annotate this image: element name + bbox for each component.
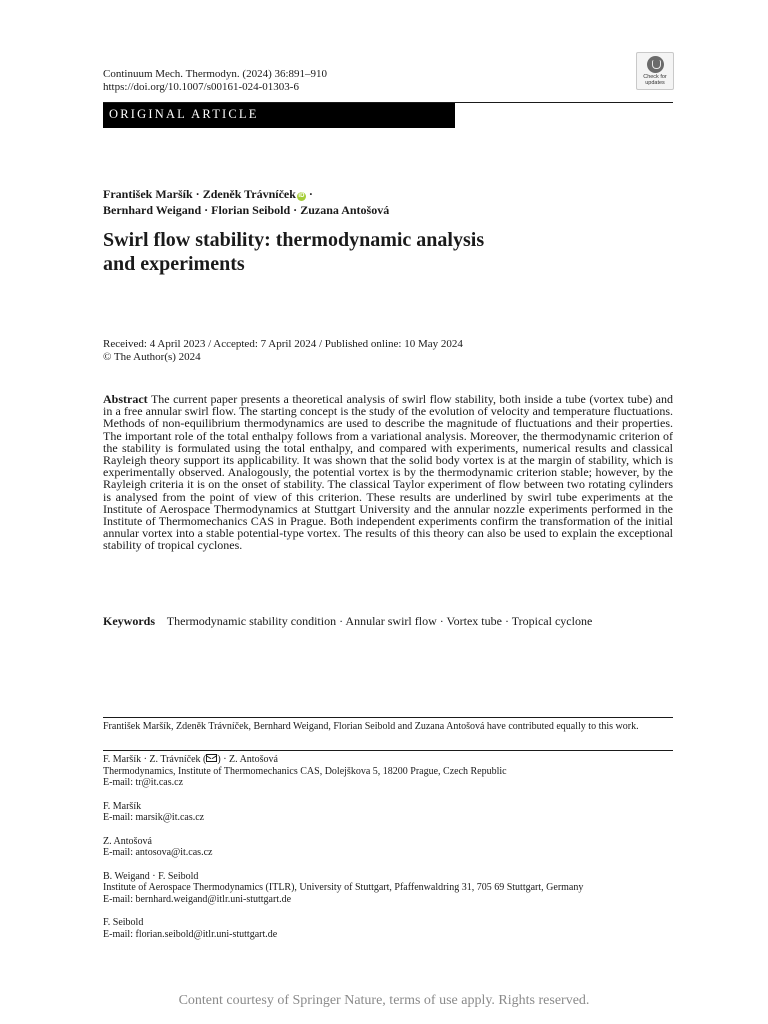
affiliation-email[interactable]: E-mail: tr@it.cas.cz	[103, 777, 184, 788]
author-line-1	[103, 186, 389, 202]
affiliation-rule	[103, 750, 673, 751]
affiliation-names: F. Seibold	[103, 917, 144, 928]
title-line-1: Swirl flow stability: thermodynamic analysis	[103, 229, 485, 251]
author-name[interactable]: Zdeněk Trávníček	[202, 187, 296, 201]
author-separator: ·	[293, 203, 298, 217]
keywords	[103, 614, 592, 628]
abstract	[103, 393, 673, 552]
affiliation-block	[103, 754, 673, 789]
keywords-text: Thermodynamic stability condition · Annular swirl flow · Vortex tube · Tropical cyclone	[166, 614, 593, 628]
contribution-note: František Maršík, Zdeněk Trávníček, Bernhard Weigand, Florian Seibold and Zuzana Antošová have contributed equally to this work.	[103, 721, 639, 732]
footnote-rule	[103, 717, 673, 718]
affiliation-email[interactable]: E-mail: marsik@it.cas.cz	[103, 812, 205, 823]
author-separator: ·	[308, 187, 313, 201]
author-line-2	[103, 202, 389, 218]
affiliation-block	[103, 836, 673, 859]
affiliation-names	[103, 754, 673, 766]
affiliation-institution: Thermodynamics, Institute of Thermomechanics CAS, Dolejškova 5, 18200 Prague, Czech Republic	[103, 765, 507, 777]
affiliation-email[interactable]: E-mail: antosova@it.cas.cz	[103, 847, 213, 858]
article-type-banner: ORIGINAL ARTICLE	[103, 103, 455, 128]
author-separator: ·	[204, 203, 209, 217]
affiliation-names-post: ) · Z. Antošová	[217, 754, 278, 765]
article-title	[103, 228, 573, 276]
author-separator: ·	[195, 187, 200, 201]
doi-link[interactable]: https://doi.org/10.1007/s00161-024-01303-6	[103, 81, 299, 93]
badge-label-2: updates	[645, 80, 665, 86]
envelope-icon[interactable]	[206, 754, 217, 762]
author-name[interactable]: Bernhard Weigand	[103, 203, 202, 217]
author-list	[103, 186, 389, 218]
keywords-label: Keywords	[103, 614, 155, 628]
badge-label-1: Check for	[643, 74, 667, 80]
affiliation-names: Z. Antošová	[103, 835, 152, 847]
affiliation-email[interactable]: E-mail: florian.seibold@itlr.uni-stuttgart.de	[103, 928, 278, 940]
author-name[interactable]: Florian Seibold	[211, 203, 291, 217]
affiliation-names-pre: F. Maršík · Z. Trávníček (	[103, 754, 207, 765]
check-for-updates-badge[interactable]	[636, 52, 674, 90]
journal-reference: Continuum Mech. Thermodyn. (2024) 36:891–910	[103, 68, 328, 80]
history-dates: Received: 4 April 2023 / Accepted: 7 April 2024 / Published online: 10 May 2024	[103, 338, 463, 350]
courtesy-footer: Content courtesy of Springer Nature, terms of use apply. Rights reserved.	[178, 993, 590, 1008]
affiliation-block	[103, 917, 673, 940]
orcid-icon[interactable]: iD	[298, 193, 305, 199]
affiliations	[103, 754, 673, 952]
publication-dates	[103, 338, 463, 364]
abstract-label: Abstract	[103, 392, 148, 406]
affiliation-email[interactable]: E-mail: bernhard.weigand@itlr.uni-stuttgart.de	[103, 893, 292, 905]
affiliation-names: F. Maršík	[103, 800, 142, 812]
crossmark-icon	[647, 56, 664, 73]
journal-citation	[103, 68, 327, 94]
title-line-2: and experiments	[103, 253, 245, 275]
author-name[interactable]: Zuzana Antošová	[300, 203, 390, 217]
abstract-text: The current paper presents a theoretical analysis of swirl flow stability, both inside a tube (vortex tube) and in a free annular swirl flow. The starting concept is the study of the evolution of velocity and temperature fluctuations. Methods of non-equilibrium thermodynamics are used to describe the magnitude of fluctuations and their properties. The important role of the total enthalpy follows from a variational analysis. Moreover, the thermodynamic criterion of the stability is formulated using the total enthalpy, and compared with experiments, numerical results and classical Rayleigh theory support its applicability. It was shown that the solid body vortex is at the margin of stability, which is experimentally observed. Analogously, the potential vortex is by the thermodynamic criterion stable; however, by the Rayleigh criteria it is on the onset of stability. The classical Taylor experiment of flow between two rotating cylinders is analysed from the point of view of this criterion. These results are underlined by swirl tube experiments at the Institute of Aerospace Thermodynamics at Stuttgart University and the annular nozzle experiments performed in the Institute of Thermomechanics CAS in Prague. Both independent experiments confirm the transformation of the initial annular vortex into a stable potential-type vortex. The results of this theory can also be used to explain the exceptional stability of tropical cyclones.	[103, 392, 673, 553]
affiliation-block	[103, 871, 673, 906]
affiliation-block	[103, 801, 673, 824]
copyright: © The Author(s) 2024	[103, 351, 201, 363]
author-name[interactable]: František Maršík	[103, 187, 193, 201]
affiliation-institution: Institute of Aerospace Thermodynamics (ITLR), University of Stuttgart, Pfaffenwaldring 31, 705 69 Stuttgart, Germany	[103, 882, 584, 893]
affiliation-names: B. Weigand · F. Seibold	[103, 870, 199, 882]
